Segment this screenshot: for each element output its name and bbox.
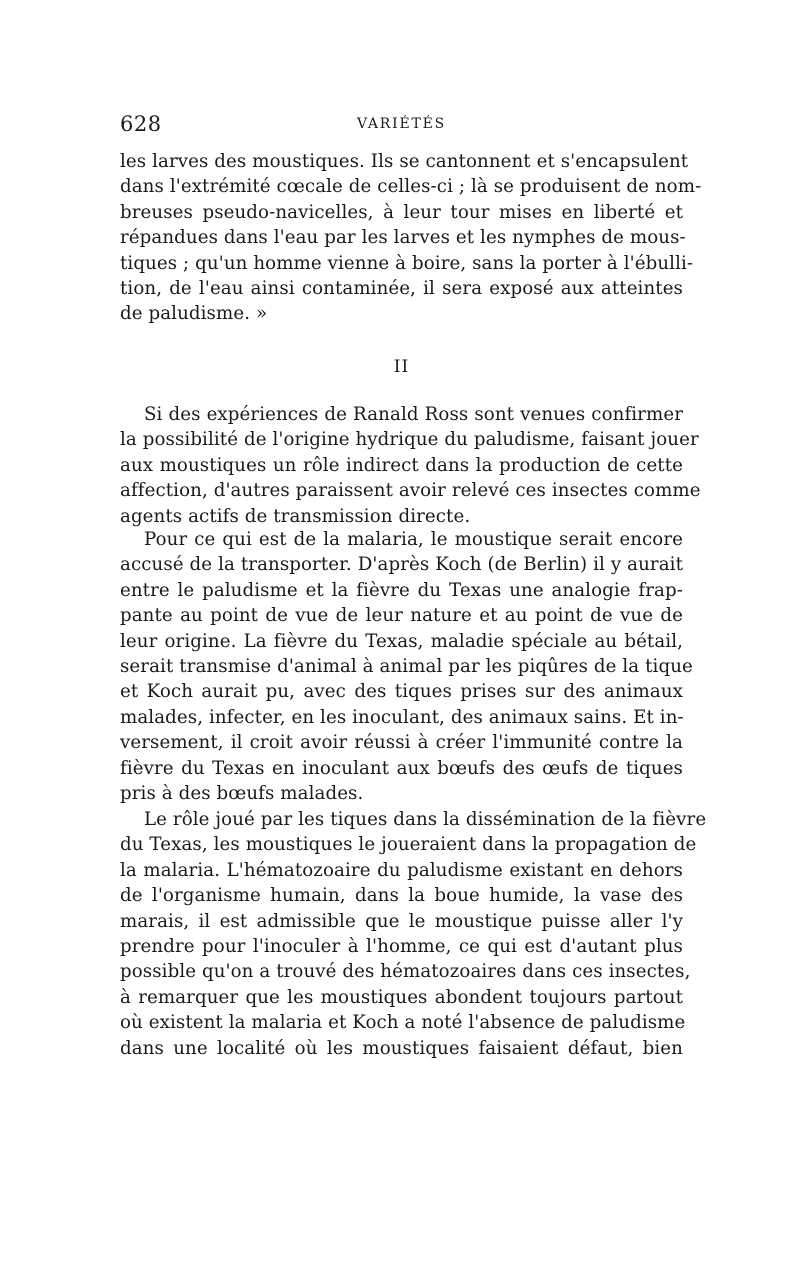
text-line: agents actifs de transmission directe. [120, 505, 471, 527]
text-line: leur origine. La fièvre du Texas, maladie spéciale au bétail, [120, 630, 683, 652]
text-line: affection, d'autres paraissent avoir relevé ces insectes comme [120, 480, 701, 502]
text-line: breuses pseudo-navicelles, à leur tour mises en liberté et [120, 201, 683, 223]
text-line: et Koch aurait pu, avec des tiques prises sur des animaux [120, 681, 683, 703]
text-line: de l'organisme humain, dans la boue humide, la vase des [120, 885, 683, 907]
section-heading: II [393, 357, 410, 377]
text-line: du Texas, les moustiques le joueraient dans la propagation de [120, 834, 697, 856]
text-line: possible qu'on a trouvé des hématozoaires dans ces insectes, [120, 961, 691, 983]
text-line: tion, de l'eau ainsi contaminée, il sera exposé aux atteintes [120, 278, 683, 300]
text-line: fièvre du Texas en inoculant aux bœufs des œufs de tiques [120, 757, 683, 779]
text-line: Pour ce qui est de la malaria, le moustique serait encore [144, 529, 683, 550]
text-line: marais, il est admissible que le moustique puisse aller l'y [120, 910, 683, 932]
running-title: VARIÉTÉS [356, 116, 447, 132]
text-line: Le rôle joué par les tiques dans la dissémination de la fièvre [144, 809, 707, 830]
text-line: la possibilité de l'origine hydrique du paludisme, faisant jouer [120, 429, 699, 451]
text-line: prendre pour l'inoculer à l'homme, ce qui est d'autant plus [120, 936, 683, 958]
text-line: malades, infecter, en les inoculant, des animaux sains. Et in- [120, 706, 684, 728]
text-line: versement, il croit avoir réussi à créer l'immunité contre la [120, 732, 683, 754]
text-line: la malaria. L'hématozoaire du paludisme existant en dehors [120, 859, 683, 881]
paragraph-1 [120, 149, 702, 327]
paragraph-2 [120, 402, 701, 529]
text-line: tiques ; qu'un homme vienne à boire, sans la porter à l'ébulli- [120, 252, 694, 274]
page-number: 628 [120, 112, 162, 136]
text-line: accusé de la transporter. D'après Koch (de Berlin) il y aurait [120, 554, 683, 576]
text-line: dans une localité où les moustiques faisaient défaut, bien [120, 1037, 683, 1059]
text-line: entre le paludisme et la fièvre du Texas une analogie frap- [120, 579, 683, 601]
text-line: à remarquer que les moustiques abondent toujours partout [120, 986, 683, 1008]
paragraph-4 [120, 807, 707, 1061]
text-line: de paludisme. » [120, 303, 268, 325]
text-line: Si des expériences de Ranald Ross sont venues confirmer [144, 404, 683, 425]
text-line: pris à des bœufs malades. [120, 783, 364, 805]
text-line: aux moustiques un rôle indirect dans la production de cette [120, 454, 683, 476]
text-line: serait transmise d'animal à animal par les piqûres de la tique [120, 656, 693, 678]
paragraph-3 [120, 527, 693, 806]
text-line: les larves des moustiques. Ils se cantonnent et s'encapsulent [120, 151, 689, 172]
text-line: répandues dans l'eau par les larves et les nymphes de mous- [120, 227, 686, 249]
text-line: où existent la malaria et Koch a noté l'absence de paludisme [120, 1012, 686, 1034]
text-line: pante au point de vue de leur nature et au point de vue de [120, 605, 683, 627]
text-line: dans l'extrémité cœcale de celles-ci ; là se produisent de nom- [120, 176, 702, 198]
page-header [120, 112, 683, 142]
